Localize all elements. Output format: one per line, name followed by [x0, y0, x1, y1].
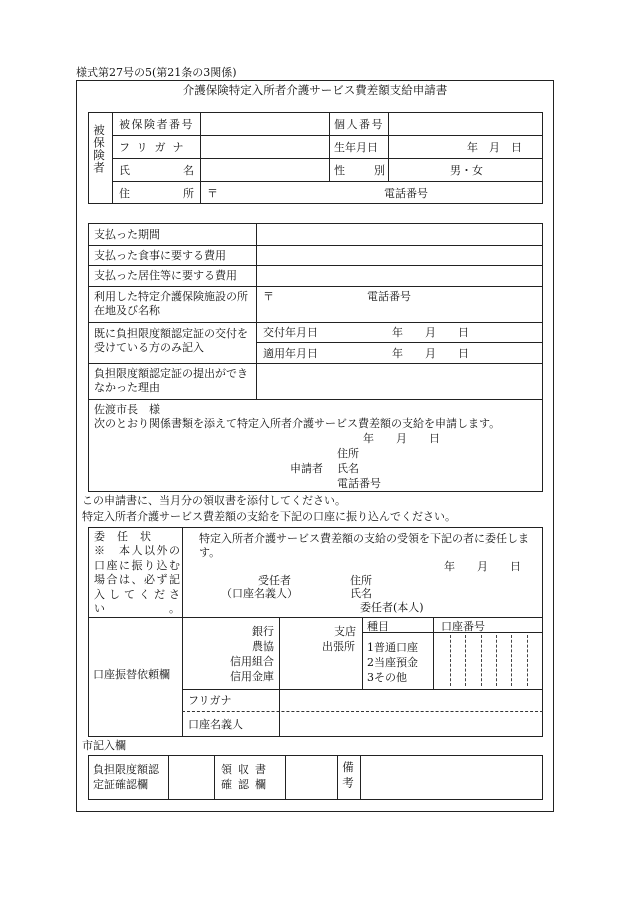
facility-postal-mark: 〒: [263, 290, 274, 303]
sex-label-a: 性: [334, 164, 345, 177]
city-section-header: 市記入欄: [82, 739, 126, 752]
bank-type-credit-union[interactable]: 信用組合: [230, 655, 274, 668]
receipt-check-field[interactable]: [286, 756, 336, 799]
holder-furigana-label: フリガナ: [188, 694, 232, 707]
period-label: 支払った期間: [94, 228, 160, 241]
cert-check-label: 負担限度額認定証確認欄: [93, 763, 159, 791]
sex-value[interactable]: 男・女: [450, 164, 483, 177]
delegation-title: 委 任 状: [94, 530, 152, 543]
address-label-a: 住: [119, 187, 130, 200]
meal-cost-field[interactable]: [257, 246, 542, 264]
cert-issued-label: 既に負担限度額認定証の交付を受けている方のみ記入: [94, 327, 248, 354]
residence-cost-field[interactable]: [257, 266, 542, 285]
account-kind-ordinary[interactable]: 1普通口座: [367, 641, 418, 654]
addressee: 佐渡市長 様: [94, 403, 160, 416]
applicant-label: 申請者: [290, 462, 323, 475]
address-field[interactable]: [220, 182, 540, 203]
meal-cost-label: 支払った食事に要する費用: [94, 249, 226, 262]
phone-label: 電話番号: [384, 187, 428, 200]
applicant-name-label: 氏名: [337, 462, 359, 475]
facility-phone-label: 電話番号: [367, 290, 411, 303]
personal-number-label: 個人番号: [334, 118, 384, 131]
issue-date-value[interactable]: 年 月 日: [392, 326, 469, 339]
bank-type-bank[interactable]: 銀行: [252, 625, 274, 638]
account-kind-other[interactable]: 3その他: [367, 671, 407, 684]
remarks-label: 備考: [341, 761, 355, 792]
sex-label-b: 別: [374, 164, 385, 177]
applicant-phone-label: 電話番号: [337, 477, 381, 490]
period-field[interactable]: [257, 224, 542, 244]
apply-date-value[interactable]: 年 月 日: [392, 347, 469, 360]
facility-field[interactable]: [275, 303, 540, 321]
birthdate-label: 生年月日: [334, 141, 378, 154]
facility-label: 利用した特定介護保険施設の所在地及び名称: [94, 290, 248, 317]
account-holder-field[interactable]: [280, 712, 542, 736]
holder-furigana-field[interactable]: [280, 690, 542, 710]
note-transfer: 特定入所者介護サービス費差額の支給を下記の口座に振り込んでください。: [82, 510, 456, 523]
agent-name-label: 氏名: [350, 587, 372, 600]
account-holder-label: 口座名義人: [188, 718, 243, 731]
furigana-field[interactable]: [201, 136, 328, 157]
no-cert-reason-field[interactable]: [257, 364, 542, 398]
delegation-date[interactable]: 年 月 日: [444, 560, 521, 573]
name-label-b: 名: [183, 164, 194, 177]
application-statement: 次のとおり関係書類を添えて特定入所者介護サービス費差額の支給を申請します。: [94, 417, 501, 430]
postal-mark: 〒: [207, 187, 218, 200]
residence-cost-label: 支払った居住等に要する費用: [94, 269, 237, 282]
name-label-a: 氏: [119, 164, 130, 177]
personal-number-field[interactable]: [389, 113, 542, 134]
apply-date-label: 適用年月日: [263, 347, 318, 360]
insured-number-label: 被保険者番号: [119, 118, 194, 131]
form-number: 様式第27号の5(第21条の3関係): [76, 66, 237, 79]
delegation-statement: 特定入所者介護サービス費差額の支給の受領を下記の者に委任します。: [199, 532, 529, 559]
bank-section-label: 口座振替依頼欄: [93, 668, 170, 681]
agent-label: 受任者: [258, 574, 291, 587]
bank-type-credit-bank[interactable]: 信用金庫: [230, 670, 274, 683]
address-label-b: 所: [183, 187, 194, 200]
receipt-check-label: 領収書確認欄: [221, 763, 272, 791]
insured-group-label: 被保険者: [92, 124, 106, 174]
delegation-note: ※ 本人以外の口座に振り込む場合は、必ず記入してください。: [94, 544, 180, 615]
branch-label[interactable]: 支店: [334, 625, 356, 638]
name-field[interactable]: [201, 159, 328, 180]
bank-type-agri[interactable]: 農協: [252, 640, 274, 653]
note-receipt: この申請書に、当月分の領収書を添付してください。: [82, 494, 346, 507]
birthdate-value[interactable]: 年 月 日: [467, 141, 522, 154]
account-kind-header: 種目: [367, 620, 389, 633]
account-number-header: 口座番号: [441, 620, 485, 633]
agent-address-label: 住所: [350, 574, 372, 587]
principal-label: 委任者(本人): [360, 601, 424, 614]
applicant-address-label: 住所: [337, 447, 359, 460]
agent-sub-label: （口座名義人）: [221, 587, 298, 600]
account-number-field[interactable]: [434, 633, 542, 688]
application-date[interactable]: 年 月 日: [363, 432, 440, 445]
remarks-field[interactable]: [361, 756, 542, 799]
insured-number-field[interactable]: [201, 113, 328, 134]
sub-branch-label[interactable]: 出張所: [322, 640, 355, 653]
furigana-label: フリガナ: [119, 141, 191, 154]
account-kind-checking[interactable]: 2当座預金: [367, 656, 418, 669]
form-title: 介護保険特定入所者介護サービス費差額支給申請書: [182, 83, 448, 97]
no-cert-reason-label: 負担限度額認定証の提出ができなかった理由: [94, 367, 248, 394]
issue-date-label: 交付年月日: [263, 326, 318, 339]
cert-check-field[interactable]: [169, 756, 213, 799]
